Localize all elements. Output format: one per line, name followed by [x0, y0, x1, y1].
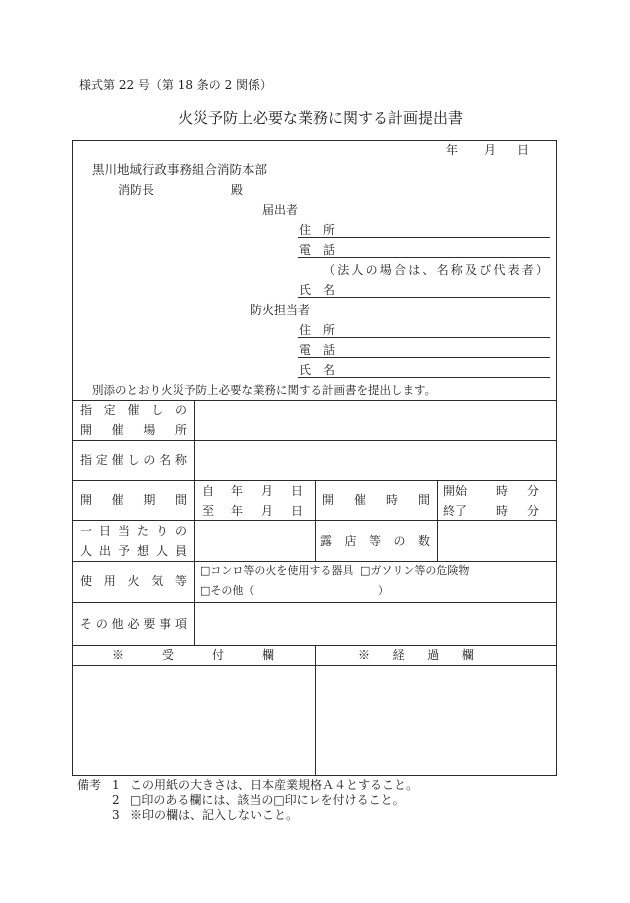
hours-label: 開 催 時 間 — [322, 493, 430, 507]
fire-officer-name-label: 氏 名 — [299, 363, 336, 377]
note-text: ※印の欄は、記入しないこと。 — [130, 808, 299, 822]
date-year-label: 年 — [446, 143, 459, 157]
fire-use-option-stove: □コンロ等の火を使用する器具 — [200, 564, 354, 577]
table-row-divider — [72, 561, 557, 562]
fire-officer-phone-label: 電 話 — [299, 343, 336, 357]
fire-officer-address-field — [298, 323, 550, 338]
corporate-note: （法人の場合は、名称及び代表者） — [323, 263, 551, 277]
fire-use-option-other-close: ） — [378, 584, 389, 597]
applicant-name-label: 氏 名 — [299, 283, 336, 297]
event-name-value-cell — [195, 441, 556, 480]
period-from-year: 年 — [231, 484, 244, 498]
form-title: 火災予防上必要な業務に関する計画提出書 — [178, 109, 464, 127]
note-text: この用紙の大きさは、日本産業規格Ａ４とすること。 — [130, 778, 419, 792]
hours-start-hour: 時 — [496, 484, 509, 498]
recipient-title: 消防長 — [118, 183, 155, 197]
venue-label-line1: 指 定 催 し の — [80, 403, 187, 417]
applicant-name-field — [298, 283, 550, 298]
reception-area — [73, 666, 315, 775]
other-matters-label: そ の 他 必 要 事 項 — [80, 617, 187, 631]
applicant-address-field — [298, 223, 550, 238]
progress-area — [316, 666, 556, 775]
attendance-label-line2: 人 出 予 想 人 員 — [80, 544, 187, 558]
period-to-day: 日 — [291, 504, 304, 518]
note-text: □印のある欄には、該当の□印にレを付けること。 — [130, 793, 405, 807]
stalls-value-cell — [438, 521, 556, 561]
venue-value-cell — [195, 401, 556, 440]
notes-label: 備考 — [77, 778, 102, 792]
note-number: 3 — [112, 808, 120, 822]
fire-officer-address-label: 住 所 — [299, 323, 336, 337]
reception-column-label: ※ 受 付 欄 — [112, 648, 288, 662]
period-from-label: 自 — [202, 484, 215, 498]
note-number: 2 — [112, 793, 120, 807]
applicant-heading: 届出者 — [262, 203, 299, 217]
fire-use-option-other: □その他（ — [200, 584, 255, 597]
date-day-label: 日 — [517, 143, 530, 157]
hours-end-label: 終了 — [443, 504, 468, 518]
attendance-value-cell — [195, 521, 315, 561]
recipient-org: 黒川地域行政事務組合消防本部 — [92, 162, 268, 177]
submission-statement: 別添のとおり火災予防上必要な業務に関する計画書を提出します。 — [92, 383, 437, 397]
period-from-day: 日 — [291, 484, 304, 498]
hours-end-minute: 分 — [527, 504, 540, 518]
fire-use-label: 使 用 火 気 等 — [80, 574, 187, 588]
note-number: 1 — [112, 778, 120, 792]
table-column-divider — [315, 480, 316, 561]
period-label: 開 催 期 間 — [80, 493, 187, 507]
applicant-phone-field — [298, 243, 550, 258]
fire-use-option-gasoline: □ガソリン等の危険物 — [360, 564, 470, 577]
hours-start-label: 開始 — [443, 484, 468, 498]
fire-officer-heading: 防火担当者 — [250, 303, 311, 317]
venue-label-line2: 開 催 場 所 — [80, 423, 187, 437]
period-to-label: 至 — [202, 504, 215, 518]
fire-officer-phone-field — [298, 343, 550, 358]
progress-column-label: ※ 経 過 欄 — [358, 648, 480, 662]
honorific: 殿 — [231, 183, 244, 197]
form-number: 様式第 22 号（第 18 条の 2 関係） — [79, 78, 273, 92]
fire-officer-name-field — [298, 363, 550, 378]
period-to-year: 年 — [231, 504, 244, 518]
date-month-label: 月 — [484, 143, 497, 157]
other-matters-value-cell — [195, 603, 556, 645]
hours-start-minute: 分 — [527, 484, 540, 498]
stalls-label: 露 店 等 の 数 — [320, 534, 430, 548]
applicant-phone-label: 電 話 — [299, 243, 336, 257]
period-to-month: 月 — [261, 504, 274, 518]
event-name-label: 指 定 催 し の 名 称 — [80, 453, 187, 467]
attendance-label-line1: 一 日 当 た り の — [80, 524, 187, 538]
applicant-address-label: 住 所 — [299, 223, 336, 237]
hours-end-hour: 時 — [496, 504, 509, 518]
period-from-month: 月 — [261, 484, 274, 498]
